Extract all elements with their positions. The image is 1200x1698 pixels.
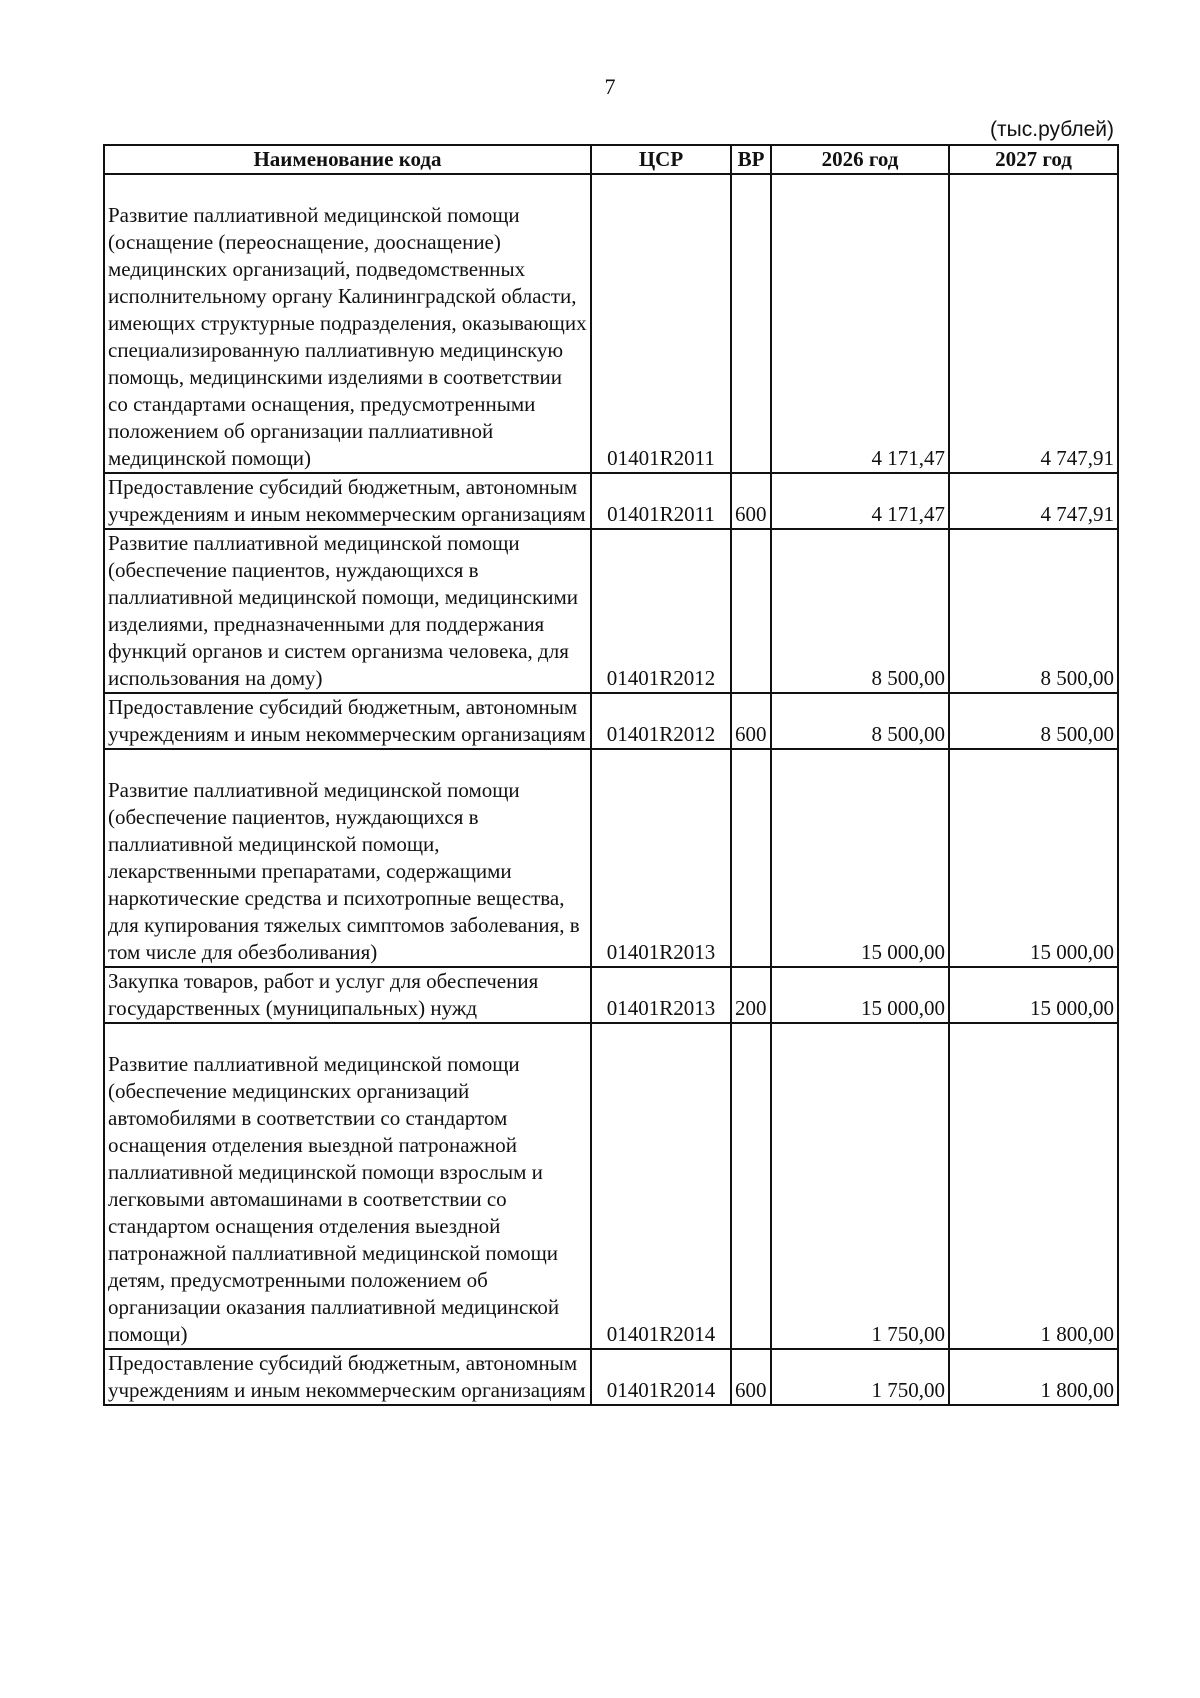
row-csr: 01401R2012: [591, 693, 731, 749]
header-csr: ЦСР: [591, 145, 731, 174]
row-amount-2026: 8 500,00: [771, 529, 949, 693]
row-amount-2026: 4 171,47: [771, 174, 949, 473]
row-amount-2027: 8 500,00: [949, 693, 1118, 749]
row-csr: 01401R2011: [591, 473, 731, 529]
row-csr: 01401R2013: [591, 967, 731, 1023]
row-csr: 01401R2012: [591, 529, 731, 693]
row-vr: [731, 1023, 771, 1349]
table-row: [104, 693, 1118, 749]
row-csr: 01401R2014: [591, 1023, 731, 1349]
row-amount-2026: 15 000,00: [771, 967, 949, 1023]
row-vr: 600: [731, 473, 771, 529]
row-amount-2026: 1 750,00: [771, 1349, 949, 1405]
table-row: [104, 529, 1118, 693]
table-row: [104, 1023, 1118, 1349]
row-name-cell: [104, 749, 591, 967]
header-2026: 2026 год: [771, 145, 949, 174]
row-amount-2027: 4 747,91: [949, 473, 1118, 529]
row-name: Развитие паллиативной медицинской помощи (оснащение (переоснащение, дооснащение) медицинских организаций, подведомственных исполнительному органу Калининградской области, имеющих структурные подразделения, оказывающих специализированную паллиативную медицинскую помощь, медицинскими изделиями в соответствии со стандартами оснащения, предусмотренными положением об организации паллиативной медицинской помощи): [108, 203, 587, 470]
row-amount-2027: 4 747,91: [949, 174, 1118, 473]
row-name-cell: [104, 1023, 591, 1349]
row-name: Предоставление субсидий бюджетным, автономным учреждениям и иным некоммерческим организациям: [104, 693, 591, 749]
row-csr: 01401R2011: [591, 174, 731, 473]
page-number: 7: [604, 74, 616, 99]
row-name: Развитие паллиативной медицинской помощи (обеспечение пациентов, нуждающихся в паллиативной медицинской помощи, лекарственными препаратами, содержащими наркотические средства и психотропные вещества, для купирования тяжелых симптомов заболевания, в том числе для обезболивания): [108, 778, 580, 964]
table-header-row: [104, 145, 1118, 174]
header-name: Наименование кода: [104, 145, 591, 174]
row-csr: 01401R2013: [591, 749, 731, 967]
row-csr: 01401R2014: [591, 1349, 731, 1405]
row-amount-2027: 1 800,00: [949, 1349, 1118, 1405]
table-row: [104, 174, 1118, 473]
row-name: Предоставление субсидий бюджетным, автономным учреждениям и иным некоммерческим организациям: [104, 473, 591, 529]
row-name: Развитие паллиативной медицинской помощи (обеспечение пациентов, нуждающихся в паллиативной медицинской помощи, медицинскими изделиями, предназначенными для поддержания функций органов и систем организма человека, для использования на дому): [104, 529, 591, 693]
row-vr: 600: [731, 693, 771, 749]
budget-table: [103, 144, 1119, 1406]
table-row: [104, 1349, 1118, 1405]
row-name: Закупка товаров, работ и услуг для обеспечения государственных (муниципальных) нужд: [104, 967, 591, 1023]
header-2027: 2027 год: [949, 145, 1118, 174]
table-row: [104, 967, 1118, 1023]
row-amount-2026: 1 750,00: [771, 1023, 949, 1349]
header-vr: ВР: [731, 145, 771, 174]
row-amount-2027: 15 000,00: [949, 749, 1118, 967]
row-vr: 200: [731, 967, 771, 1023]
row-amount-2026: 8 500,00: [771, 693, 949, 749]
row-vr: [731, 529, 771, 693]
row-vr: 600: [731, 1349, 771, 1405]
row-amount-2027: 8 500,00: [949, 529, 1118, 693]
table-row: [104, 473, 1118, 529]
row-amount-2026: 4 171,47: [771, 473, 949, 529]
row-name-cell: [104, 174, 591, 473]
row-vr: [731, 174, 771, 473]
units-label: (тыс.рублей): [990, 118, 1114, 141]
row-amount-2027: 15 000,00: [949, 967, 1118, 1023]
row-name: Предоставление субсидий бюджетным, автономным учреждениям и иным некоммерческим организациям: [104, 1349, 591, 1405]
table-row: [104, 749, 1118, 967]
row-amount-2027: 1 800,00: [949, 1023, 1118, 1349]
row-vr: [731, 749, 771, 967]
row-name: Развитие паллиативной медицинской помощи (обеспечение медицинских организаций автомобилями в соответствии со стандартом оснащения отделения выездной патронажной паллиативной медицинской помощи взрослым и легковыми автомашинами в соответствии со стандартом оснащения отделения выездной патронажной паллиативной медицинской помощи детям, предусмотренными положением об организации оказания паллиативной медицинской помощи): [108, 1052, 560, 1346]
row-amount-2026: 15 000,00: [771, 749, 949, 967]
